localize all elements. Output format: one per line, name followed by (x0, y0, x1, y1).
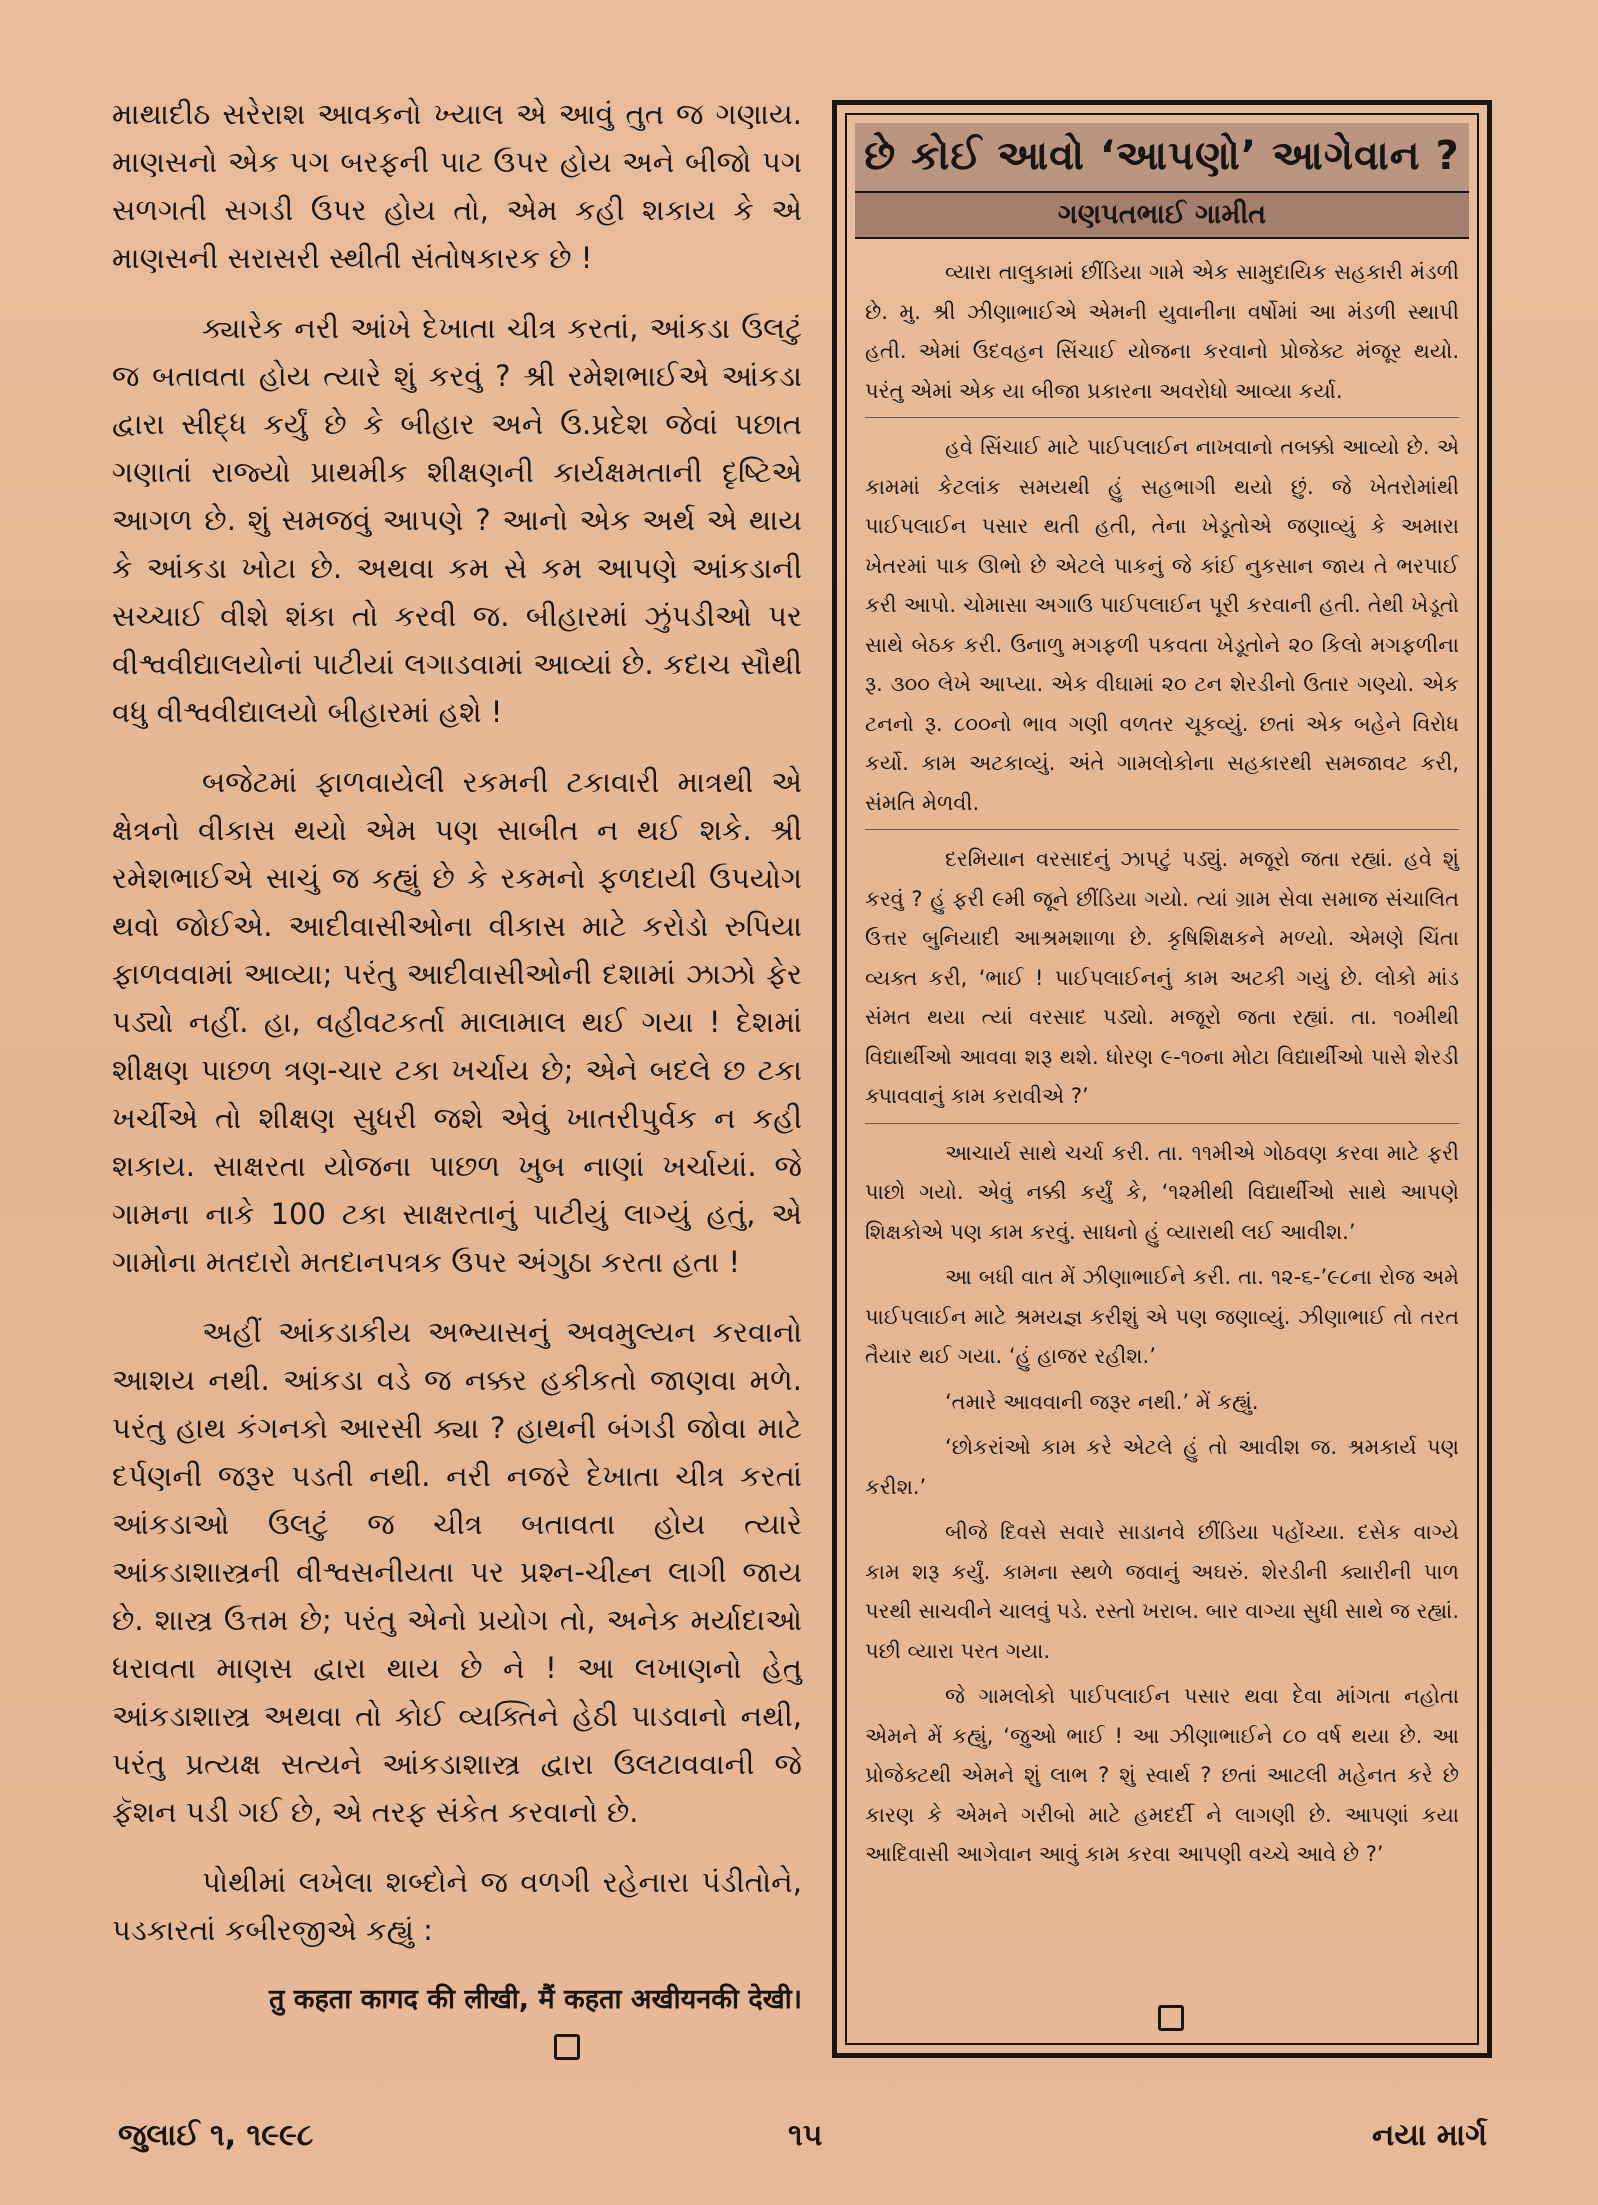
left-paragraph-5: પોથીમાં લખેલા શબ્દોને જ વળગી રહેનારા પંડીતોને, પડકારતાં કબીરજીએ કહ્યું : (112, 1865, 802, 1947)
box-paragraph-1: વ્યારા તાલુકામાં છીંડિયા ગામે એક સામુદાયિક સહકારી મંડળી છે. મુ. શ્રી ઝીણાભાઈએ એમની યુવાનીના વર્ષોમાં આ મંડળી સ્થાપી હતી. એમાં ઉદવહન સિંચાઈ યોજના કરવાનો પ્રોજેક્ટ મંજૂર થયો. પરંતુ એમાં એક યા બીજા પ્રકારના અવરોધો આવ્યા કર્યા. (865, 253, 1459, 418)
box-paragraph-2: હવે સિંચાઈ માટે પાઈપલાઈન નાખવાનો તબક્કો આવ્યો છે. એ કામમાં કેટલાંક સમયથી હું સહભાગી થયો છું. જે ખેતરોમાંથી પાઈપલાઈન પસાર થતી હતી, તેના ખેડૂતોએ જણાવ્યું કે અમારા ખેતરમાં પાક ઊભો છે એટલે પાકનું જે કાંઈ નુકસાન જાય તે ભરપાઈ કરી આપો. ચોમાસા અગાઉ પાઈપલાઈન પૂરી કરવાની હતી. તેથી ખેડૂતો સાથે બેઠક કરી. ઉનાળુ મગફળી પકવતા ખેડૂતોને ૨૦ કિલો મગફળીના રૂ. ૩૦૦ લેખે આપ્યા. એક વીઘામાં ૨૦ ટન શેરડીનો ઉતાર ગણ્યો. એક ટનનો રૂ. ૮૦૦નો ભાવ ગણી વળતર ચૂકવ્યું. છતાં એક બહેને વિરોધ કર્યો. કામ અટકાવ્યું. અંતે ગામલોકોના સહકારથી સમજાવટ કરી, સંમતિ મેળવી. (865, 428, 1459, 830)
left-paragraph-3: બજેટમાં ફાળવાયેલી રકમની ટકાવારી માત્રથી એ ક્ષેત્રનો વીકાસ થયો એમ પણ સાબીત ન થઈ શકે. શ્રી રમેશભાઈએ સાચું જ કહ્યું છે કે રકમનો ફળદાયી ઉપયોગ થવો જોઈએ. આદીવાસીઓના વીકાસ માટે કરોડો રુપિયા ફાળવવામાં આવ્યા; પરંતુ આદીવાસીઓની દશામાં ઝાઝો ફેર પડ્યો નહીં. હા, વહીવટકર્તા માલામાલ થઈ ગયા ! દેશમાં શીક્ષણ પાછળ ત્રણ-ચાર ટકા ખર્ચાય છે; એને બદલે છ ટકા ખર્ચીએ તો શીક્ષણ સુધરી જશે એવું ખાતરીપુર્વક ન કહી શકાય. સાક્ષરતા યોજના પાછળ ખુબ નાણાં ખર્ચાયાં. જે ગામના નાકે 100 ટકા સાક્ષરતાનું પાટીયું લાગ્યું હતું, એ ગામોના મતદારો મતદાનપત્રક ઉપર અંગુઠા કરતા હતા ! (112, 765, 802, 1279)
box-paragraph-6: ‘તમારે આવવાની જરૂર નથી.’ મેં કહ્યું. (945, 1389, 1259, 1414)
sidebar-article-author: ગણપતભાઈ ગામીત (855, 193, 1469, 239)
box-paragraph-9: જે ગામલોકો પાઈપલાઈન પસાર થવા દેવા માંગતા નહોતા એમને મેં કહ્યું, ‘જુઓ ભાઈ ! આ ઝીણાભાઈને ૮૦ વર્ષ થયા છે. આ પ્રોજેક્ટથી એમને શું લાભ ? શું સ્વાર્થ ? છતાં આટલી મહેનત કરે છે કારણ કે એમને ગરીબો માટે હમદર્દી ને લાગણી છે. આપણાં કયા આદિવાસી આગેવાન આવું કામ કરવા આપણી વચ્ચે આવે છે ?’ (865, 1684, 1459, 1866)
sidebar-article-title: છે કોઈ આવો ‘આપણો’ આગેવાન ? (855, 123, 1469, 193)
box-end-mark (1158, 2005, 1184, 2031)
kabir-quote: तु कहता कागद की लीखी, मैं कहता अखीयनकी देखी। (268, 1984, 802, 2015)
sidebar-article-inner (845, 113, 1479, 2045)
footer-magazine-name: નયા માર્ગ (1372, 2118, 1488, 2153)
box-paragraph-8: બીજે દિવસે સવારે સાડાનવે છીંડિયા પહોંચ્યા. દસેક વાગ્યે કામ શરૂ કર્યું. કામના સ્થળે જવાનું અઘરું. શેરડીની ક્યારીની પાળ પરથી સાચવીને ચાલવું પડે. રસ્તો ખરાબ. બાર વાગ્યા સુધી સાથે જ રહ્યાં. પછી વ્યારા પરત ગયા. (865, 1520, 1459, 1663)
sidebar-article-box (832, 100, 1492, 2058)
left-paragraph-2: ક્યારેક નરી આંખે દેખાતા ચીત્ર કરતાં, આંકડા ઉલટું જ બતાવતા હોય ત્યારે શું કરવું ? શ્રી રમેશભાઈએ આંકડા દ્વારા સીદ્ધ કર્યું છે કે બીહાર અને ઉ.પ્રદેશ જેવાં પછાત ગણાતાં રાજ્યો પ્રાથમીક શીક્ષણની કાર્યક્ષમતાની દૃષ્ટિએ આગળ છે. શું સમજવું આપણે ? આનો એક અર્થ એ થાય કે આંકડા ખોટા છે. અથવા કમ સે કમ આપણે આંકડાની સચ્ચાઈ વીશે શંકા તો કરવી જ. બીહારમાં ઝુંપડીઓ પર વીશ્વવીદ્યાલયોનાં પાટીયાં લગાડવામાં આવ્યાં છે. કદાચ સૌથી વધુ વીશ્વવીદ્યાલયો બીહારમાં હશે ! (112, 311, 802, 729)
footer-date: જુલાઈ ૧, ૧૯૯૮ (118, 2118, 314, 2153)
sidebar-article-body (847, 239, 1477, 1875)
box-paragraph-3: દરમિયાન વરસાદનું ઝાપટું પડ્યું. મજૂરો જતા રહ્યાં. હવે શું કરવું ? હું ફરી ૯મી જૂને છીંડિયા ગયો. ત્યાં ગ્રામ સેવા સમાજ સંચાલિત ઉત્તર બુનિયાદી આશ્રમશાળા છે. કૃષિશિક્ષકને મળ્યો. એમણે ચિંતા વ્યક્ત કરી, ‘ભાઈ ! પાઈપલાઈનનું કામ અટકી ગયું છે. લોકો માંડ સંમત થયા ત્યાં વરસાદ પડ્યો. મજૂરો જતા રહ્યાં. તા. ૧૦મીથી વિદ્યાર્થીઓ આવવા શરૂ થશે. ધોરણ ૯-૧૦ના મોટા વિદ્યાર્થીઓ પાસે શેરડી ક્પાવવાનું કામ કરાવીએ ?’ (865, 840, 1459, 1124)
footer-page-number: ૧૫ (788, 2118, 823, 2153)
article-end-mark (554, 2034, 580, 2060)
box-paragraph-5: આ બધી વાત મેં ઝીણાભાઈને કરી. તા. ૧૨-૬-’૯૮ના રોજ અમે પાઈપલાઈન માટે શ્રમયજ્ઞ કરીશું એ પણ જણાવ્યું. ઝીણાભાઈ તો તરત તૈયાર થઈ ગયા. ‘હું હાજર રહીશ.’ (865, 1265, 1459, 1368)
box-paragraph-7: ‘છોકરાંઓ કામ કરે એટલે હું તો આવીશ જ. શ્રમકાર્ય પણ કરીશ.’ (865, 1435, 1459, 1499)
left-paragraph-4: અહીં આંકડાકીય અભ્યાસનું અવમુલ્યન કરવાનો આશય નથી. આંકડા વડે જ નક્કર હકીકતો જાણવા મળે. પરંતુ હાથ કંગનકો આરસી ક્યા ? હાથની બંગડી જોવા માટે દર્પણની જરૂર પડતી નથી. નરી નજરે દેખાતા ચીત્ર કરતાં આંકડાઓ ઉલટું જ ચીત્ર બતાવતા હોય ત્યારે આંકડાશાસ્ત્રની વીશ્વસનીયતા પર પ્રશ્ન-ચીહ્ન લાગી જાય છે. શાસ્ત્ર ઉત્તમ છે; પરંતુ એનો પ્રયોગ તો, અનેક મર્યાદાઓ ધરાવતા માણસ દ્વારા થાય છે ને ! આ લખાણનો હેતુ આંકડાશાસ્ત્ર અથવા તો કોઈ વ્યક્તિને હેઠી પાડવાનો નથી, પરંતુ પ્રત્યક્ષ સત્યને આંકડાશાસ્ત્ર દ્વારા ઉલટાવવાની જે ફૅશન પડી ગઈ છે, એ તરફ સંકેત કરવાનો છે. (112, 1315, 802, 1829)
left-paragraph-1: માથાદીઠ સરેરાશ આવકનો ખ્યાલ એ આવું તુત જ ગણાય. માણસનો એક પગ બરફની પાટ ઉપર હોય અને બીજો પગ સળગતી સગડી ઉપર હોય તો, એમ કહી શકાય કે એ માણસની સરાસરી સ્થીતી સંતોષકારક છે ! (112, 97, 802, 275)
left-column (112, 90, 802, 2060)
box-paragraph-4: આચાર્ય સાથે ચર્ચા કરી. તા. ૧૧મીએ ગોઠવણ કરવા માટે ફરી પાછો ગયો. એવું નક્કી કર્યું કે, ‘૧૨મીથી વિદ્યાર્થીઓ સાથે આપણે શિક્ષકોએ પણ કામ કરવું. સાધનો હું વ્યારાથી લઈ આવીશ.’ (865, 1140, 1459, 1244)
